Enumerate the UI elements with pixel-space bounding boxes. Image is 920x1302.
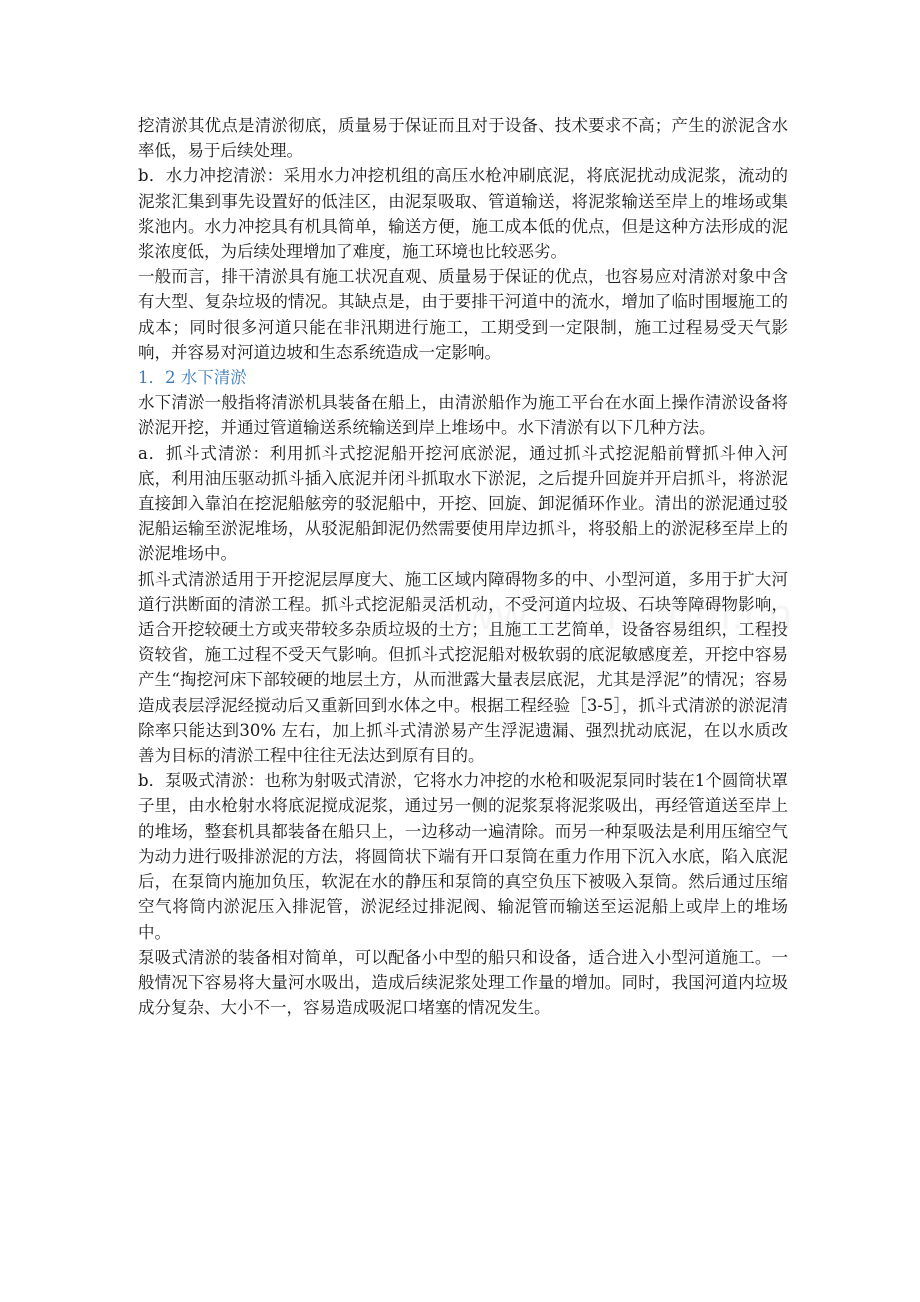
section-heading-1-2: 1．2 水下清淤 <box>138 368 247 388</box>
paragraph-2: b．水力冲挖清淤：采用水力冲挖机组的高压水枪冲刷底泥，将底泥扰动成泥浆，流动的泥浆汇集到事先设置好的低洼区，由泥泵吸取、管道输送，将泥浆输送至岸上的堆场或集浆池内。水力冲挖具有机具简单，输送方便，施工成本低的优点，但是这种方法形成的泥浆浓度低，为后续处理增加了难度，施工环境也比较恶劣。 <box>138 166 788 262</box>
document-body <box>138 113 788 1020</box>
paragraph-8: 泵吸式清淤的装备相对简单，可以配备小中型的船只和设备，适合进入小型河道施工。一般情况下容易将大量河水吸出，造成后续泥浆处理工作量的增加。同时，我国河道内垃圾成分复杂、大小不一，容易造成吸泥口堵塞的情况发生。 <box>138 947 788 1018</box>
paragraph-6: 抓斗式清淤适用于开挖泥层厚度大、施工区域内障碍物多的中、小型河道，多用于扩大河道行洪断面的清淤工程。抓斗式挖泥船灵活机动，不受河道内垃圾、石块等障碍物影响，适合开挖较硬土方或夹带较多杂质垃圾的土方；且施工工艺简单，设备容易组织，工程投资较省，施工过程不受天气影响。但抓斗式挖泥船对极软弱的底泥敏感度差，开挖中容易产生“掏挖河床下部较硬的地层土方，从而泄露大量表层底泥，尤其是浮泥”的情况；容易造成表层浮泥经搅动后又重新回到水体之中。根据工程经验［3-5］，抓斗式清淤的淤泥清除率只能达到30% 左右，加上抓斗式清淤易产生浮泥遗漏、强烈扰动底泥，在以水质改善为目标的清淤工程中往往无法达到原有目的。 <box>138 569 788 766</box>
paragraph-4: 水下清淤一般指将清淤机具装备在船上，由清淤船作为施工平台在水面上操作清淤设备将淤泥开挖，并通过管道输送系统输送到岸上堆场中。水下清淤有以下几种方法。 <box>138 393 788 438</box>
paragraph-1: 挖清淤其优点是清淤彻底，质量易于保证而且对于设备、技术要求不高；产生的淤泥含水率低，易于后续处理。 <box>138 116 788 161</box>
paragraph-7: b．泵吸式清淤：也称为射吸式清淤，它将水力冲挖的水枪和吸泥泵同时装在1个圆筒状罩子里，由水枪射水将底泥搅成泥浆，通过另一侧的泥浆泵将泥浆吸出，再经管道送至岸上的堆场，整套机具都装备在船只上，一边移动一遍清除。而另一种泵吸法是利用压缩空气为动力进行吸排淤泥的方法，将圆筒状下端有开口泵筒在重力作用下沉入水底，陷入底泥后，在泵筒内施加负压，软泥在水的静压和泵筒的真空负压下被吸入泵筒。然后通过压缩空气将筒内淤泥压入排泥管，淤泥经过排泥阀、输泥管而输送至运泥船上或岸上的堆场中。 <box>138 771 788 942</box>
paragraph-5: a．抓斗式清淤：利用抓斗式挖泥船开挖河底淤泥，通过抓斗式挖泥船前臂抓斗伸入河底，利用油压驱动抓斗插入底泥并闭斗抓取水下淤泥，之后提升回旋并开启抓斗，将淤泥直接卸入靠泊在挖泥船舷旁的驳泥船中，开挖、回旋、卸泥循环作业。清出的淤泥通过驳泥船运输至淤泥堆场，从驳泥船卸泥仍然需要使用岸边抓斗，将驳船上的淤泥移至岸上的淤泥堆场中。 <box>138 443 788 564</box>
paragraph-3: 一般而言，排干清淤具有施工状况直观、质量易于保证的优点，也容易应对清淤对象中含有大型、复杂垃圾的情况。其缺点是，由于要排干河道中的流水，增加了临时围堰施工的成本；同时很多河道只能在非汛期进行施工，工期受到一定限制，施工过程易受天气影响，并容易对河道边坡和生态系统造成一定影响。 <box>138 267 788 362</box>
